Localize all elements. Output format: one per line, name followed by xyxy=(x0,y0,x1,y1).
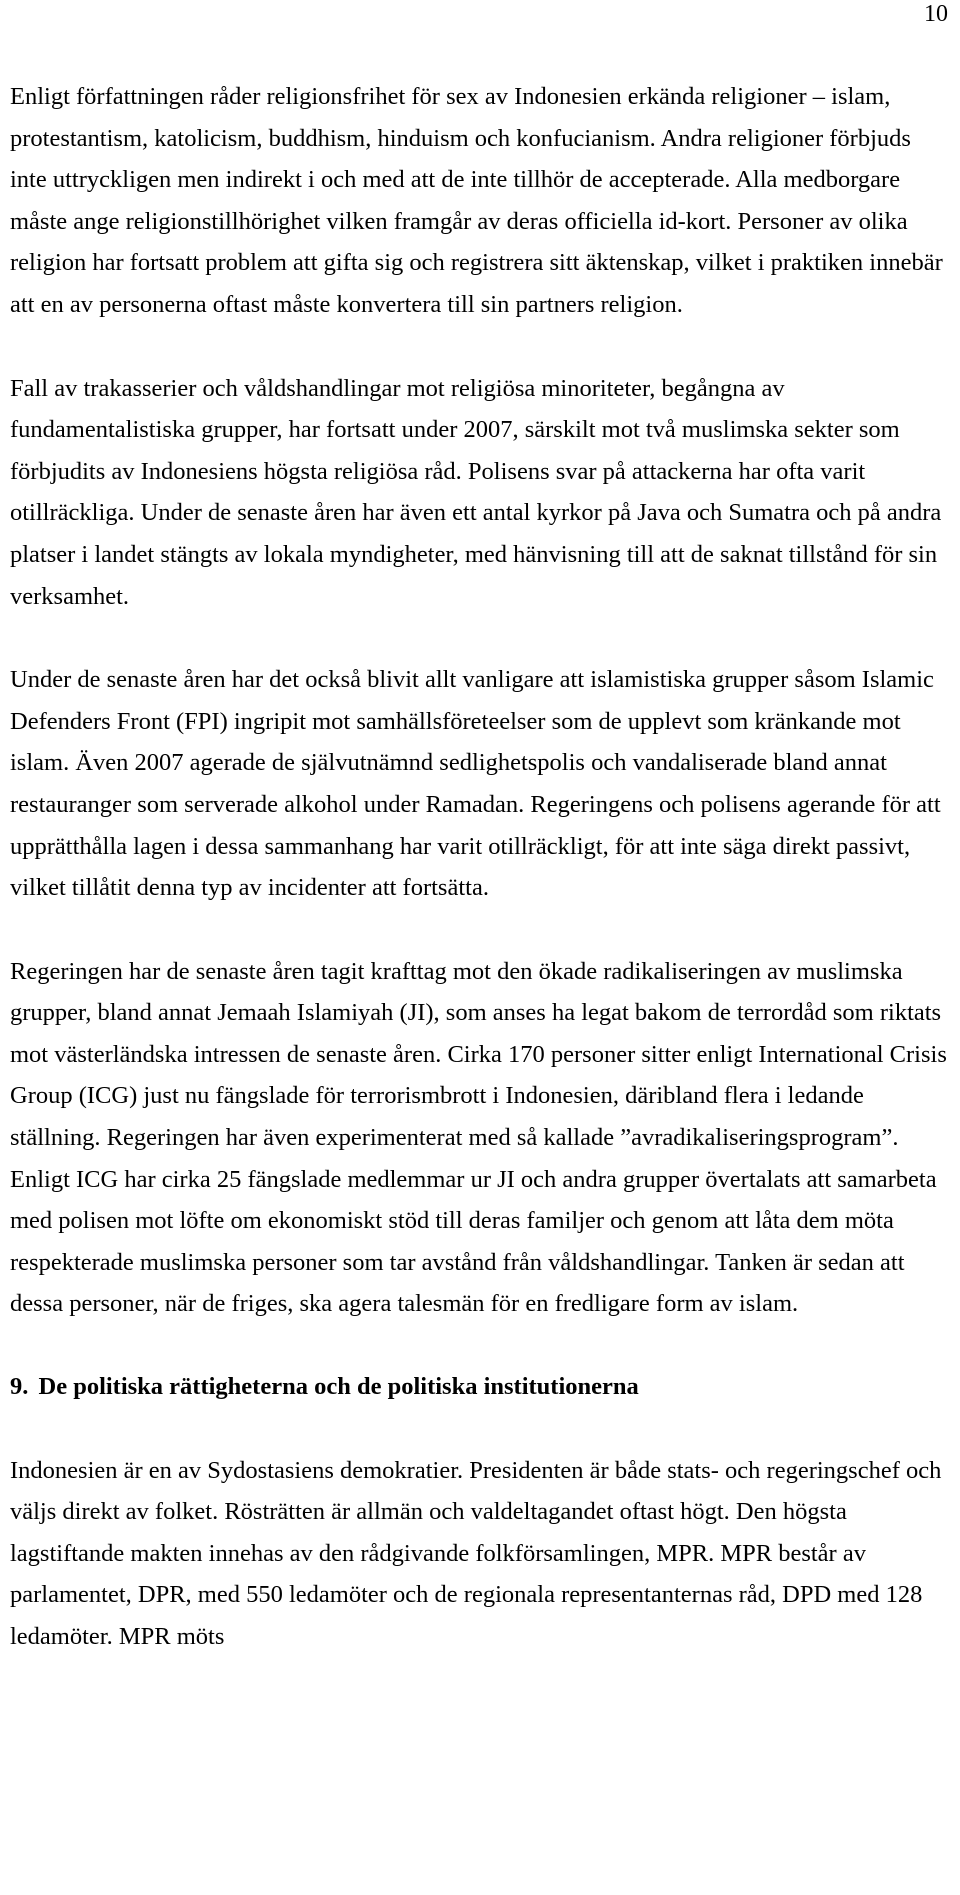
paragraph-harassment-minorities: Fall av trakasserier och våldshandlingar mot religiösa minoriteter, begångna av fundamentalistiska grupper, har fortsatt under 2007, särskilt mot två muslimska sekter som förbjudits av Indonesiens högsta religiösa råd. Polisens svar på attackerna har ofta varit otillräckliga. Under de senaste åren har även ett antal kyrkor på Java och Sumatra och på andra platser i landet stängts av lokala myndigheter, med hänvisning till att de saknat tillstånd för sin verksamhet. xyxy=(10,374,942,610)
paragraph-democracy: Indonesien är en av Sydostasiens demokratier. Presidenten är både stats- och regeringschef och väljs direkt av folket. Rösträtten är allmän och valdeltagandet oftast högt. Den högsta lagstiftande makten innehas av den rådgivande folkförsamlingen, MPR. MPR består av parlamentet, DPR, med 550 ledamöter och de regionala representanternas råd, DPD med 128 ledamöter. MPR möts xyxy=(10,1456,942,1650)
section-title: De politiska rättigheterna och de politiska institutionerna xyxy=(38,1373,639,1401)
paragraph-deradicalization: Regeringen har de senaste åren tagit krafttag mot den ökade radikaliseringen av muslimska grupper, bland annat Jemaah Islamiyah (JI), som anses ha legat bakom de terrordåd som riktats mot västerländska intressen de senaste åren. Cirka 170 personer sitter enligt International Crisis Group (ICG) just nu fängslade för terrorismbrott i Indonesien, däribland flera i ledande ställning. Regeringen har även experimenterat med så kallade ”avradikaliseringsprogram”. Enligt ICG har cirka 25 fängslade medlemmar ur JI och andra grupper övertalats att samarbeta med polisen mot löfte om ekonomiskt stöd till deras familjer och genom att låta dem möta respekterade muslimska personer som tar avstånd från våldshandlingar. Tanken är sedan att dessa personer, när de friges, ska agera talesmän för en fredligare form av islam. xyxy=(10,957,947,1318)
page-number: 10 xyxy=(924,1,948,27)
paragraph-religious-freedom: Enligt författningen råder religionsfrihet för sex av Indonesien erkända religioner – islam, protestantism, katolicism, buddhism, hinduism och konfucianism. Andra religioner förbjuds inte uttryckligen men indirekt i och med att de inte tillhör de accepterade. Alla medborgare måste ange religionstillhörighet vilken framgår av deras officiella id-kort. Personer av olika religion har fortsatt problem att gifta sig och registrera sitt äktenskap, vilket i praktiken innebär att en av personerna oftast måste konvertera till sin partners religion. xyxy=(10,83,943,318)
section-number: 9. xyxy=(10,1373,29,1401)
section-heading xyxy=(10,1366,950,1408)
document-body xyxy=(10,76,950,1658)
paragraph-islamist-groups: Under de senaste åren har det också blivit allt vanligare att islamistiska grupper såsom Islamic Defenders Front (FPI) ingripit mot samhällsföreteelser som de upplevt som kränkande mot islam. Även 2007 agerade de självutnämnd sedlighetspolis och vandaliserade bland annat restauranger som serverade alkohol under Ramadan. Regeringens och polisens agerande för att upprätthålla lagen i dessa sammanhang har varit otillräckligt, för att inte säga direkt passivt, vilket tillåtit denna typ av incidenter att fortsätta. xyxy=(10,666,941,902)
